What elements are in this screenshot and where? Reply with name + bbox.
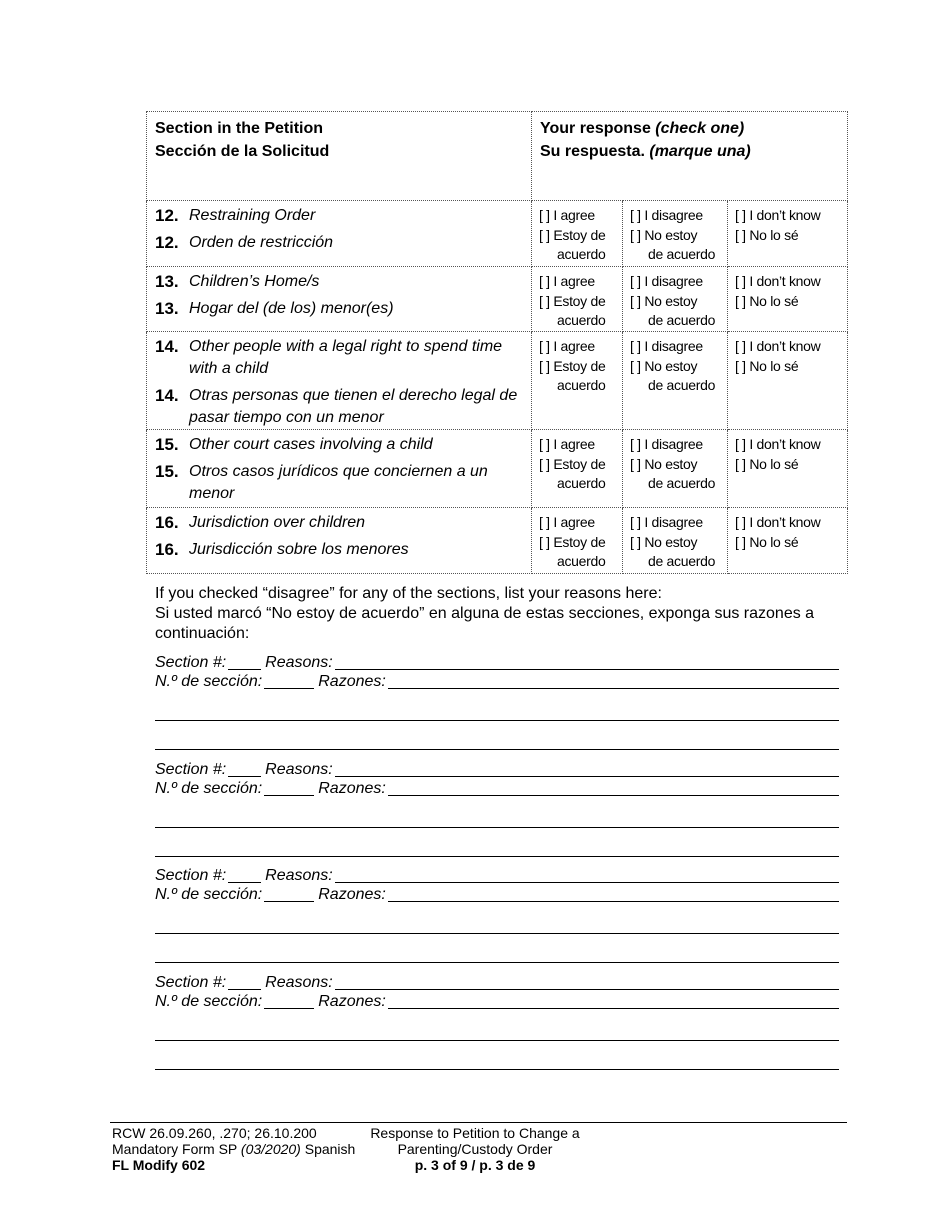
razones-field[interactable] [388, 673, 839, 689]
seccion-number-field[interactable] [264, 886, 314, 902]
section-number-field[interactable] [228, 654, 261, 670]
razones-field[interactable] [388, 886, 839, 902]
dont-know-checkbox[interactable]: [ ] I don’t know [ ] No lo sé [728, 332, 848, 430]
table-row [147, 508, 848, 574]
section-column-header: Section in the Petition Sección de la Solicitud [147, 112, 532, 201]
agree-checkbox[interactable]: [ ] I agree [ ] Estoy de acuerdo [532, 201, 623, 267]
reasons-field[interactable] [335, 867, 839, 883]
response-column-header: Your response (check one) Su respuesta. (marque una) [532, 112, 848, 201]
reason-entry-block: Section #: Reasons: N.º de sección: Razones: [155, 865, 839, 965]
seccion-number-field[interactable] [264, 780, 314, 796]
section-cell: 12. Restraining Order 12. Orden de restricción [147, 201, 532, 267]
reasons-field[interactable] [335, 974, 839, 990]
reason-continuation-line[interactable] [155, 962, 839, 963]
reason-continuation-line[interactable] [155, 749, 839, 750]
footer-form-title: Response to Petition to Change a Parenting/Custody Order p. 3 of 9 / p. 3 de 9 [370, 1125, 580, 1173]
reasons-field[interactable] [335, 761, 839, 777]
razones-field[interactable] [388, 993, 839, 1009]
response-table [146, 111, 848, 574]
reason-continuation-line[interactable] [155, 827, 839, 828]
agree-checkbox[interactable]: [ ] I agree [ ] Estoy de acuerdo [532, 508, 623, 574]
footer-form-info: RCW 26.09.260, .270; 26.10.200 Mandatory Form SP (03/2020) Spanish FL Modify 602 [112, 1125, 356, 1173]
section-number-field[interactable] [228, 974, 261, 990]
reason-entry-block: Section #: Reasons: N.º de sección: Razones: [155, 759, 839, 859]
section-cell: 14. Other people with a legal right to spend time with a child 14. Otras personas que tienen el derecho legal de pasar tiempo con un menor [147, 332, 532, 430]
seccion-number-field[interactable] [264, 673, 314, 689]
disagree-checkbox[interactable]: [ ] I disagree [ ] No estoy de acuerdo [623, 201, 728, 267]
dont-know-checkbox[interactable]: [ ] I don’t know [ ] No lo sé [728, 430, 848, 508]
reason-entry-block: Section #: Reasons: N.º de sección: Razones: [155, 972, 839, 1072]
section-cell: 15. Other court cases involving a child 15. Otros casos jurídicos que conciernen a un menor [147, 430, 532, 508]
table-row [147, 267, 848, 332]
disagree-checkbox[interactable]: [ ] I disagree [ ] No estoy de acuerdo [623, 430, 728, 508]
table-row [147, 332, 848, 430]
seccion-number-field[interactable] [264, 993, 314, 1009]
reason-continuation-line[interactable] [155, 1040, 839, 1041]
reason-continuation-line[interactable] [155, 856, 839, 857]
disagree-instructions: If you checked “disagree” for any of the sections, list your reasons here: Si usted marcó “No estoy de acuerdo” en alguna de estas secciones, exponga sus razones a continuación: [155, 585, 815, 642]
agree-checkbox[interactable]: [ ] I agree [ ] Estoy de acuerdo [532, 332, 623, 430]
reason-continuation-line[interactable] [155, 933, 839, 934]
dont-know-checkbox[interactable]: [ ] I don’t know [ ] No lo sé [728, 201, 848, 267]
disagree-checkbox[interactable]: [ ] I disagree [ ] No estoy de acuerdo [623, 267, 728, 332]
table-header-row [147, 112, 848, 201]
section-number-field[interactable] [228, 867, 261, 883]
disagree-checkbox[interactable]: [ ] I disagree [ ] No estoy de acuerdo [623, 508, 728, 574]
reason-continuation-line[interactable] [155, 1069, 839, 1070]
reason-continuation-line[interactable] [155, 720, 839, 721]
table-row [147, 201, 848, 267]
section-cell: 16. Jurisdiction over children 16. Jurisdicción sobre los menores [147, 508, 532, 574]
footer-divider [110, 1122, 847, 1123]
dont-know-checkbox[interactable]: [ ] I don’t know [ ] No lo sé [728, 267, 848, 332]
section-cell: 13. Children’s Home/s 13. Hogar del (de los) menor(es) [147, 267, 532, 332]
reasons-field[interactable] [335, 654, 839, 670]
reason-entry-block: Section #: Reasons: N.º de sección: Razones: [155, 652, 839, 752]
section-number-field[interactable] [228, 761, 261, 777]
dont-know-checkbox[interactable]: [ ] I don’t know [ ] No lo sé [728, 508, 848, 574]
agree-checkbox[interactable]: [ ] I agree [ ] Estoy de acuerdo [532, 267, 623, 332]
razones-field[interactable] [388, 780, 839, 796]
table-row [147, 430, 848, 508]
agree-checkbox[interactable]: [ ] I agree [ ] Estoy de acuerdo [532, 430, 623, 508]
disagree-checkbox[interactable]: [ ] I disagree [ ] No estoy de acuerdo [623, 332, 728, 430]
